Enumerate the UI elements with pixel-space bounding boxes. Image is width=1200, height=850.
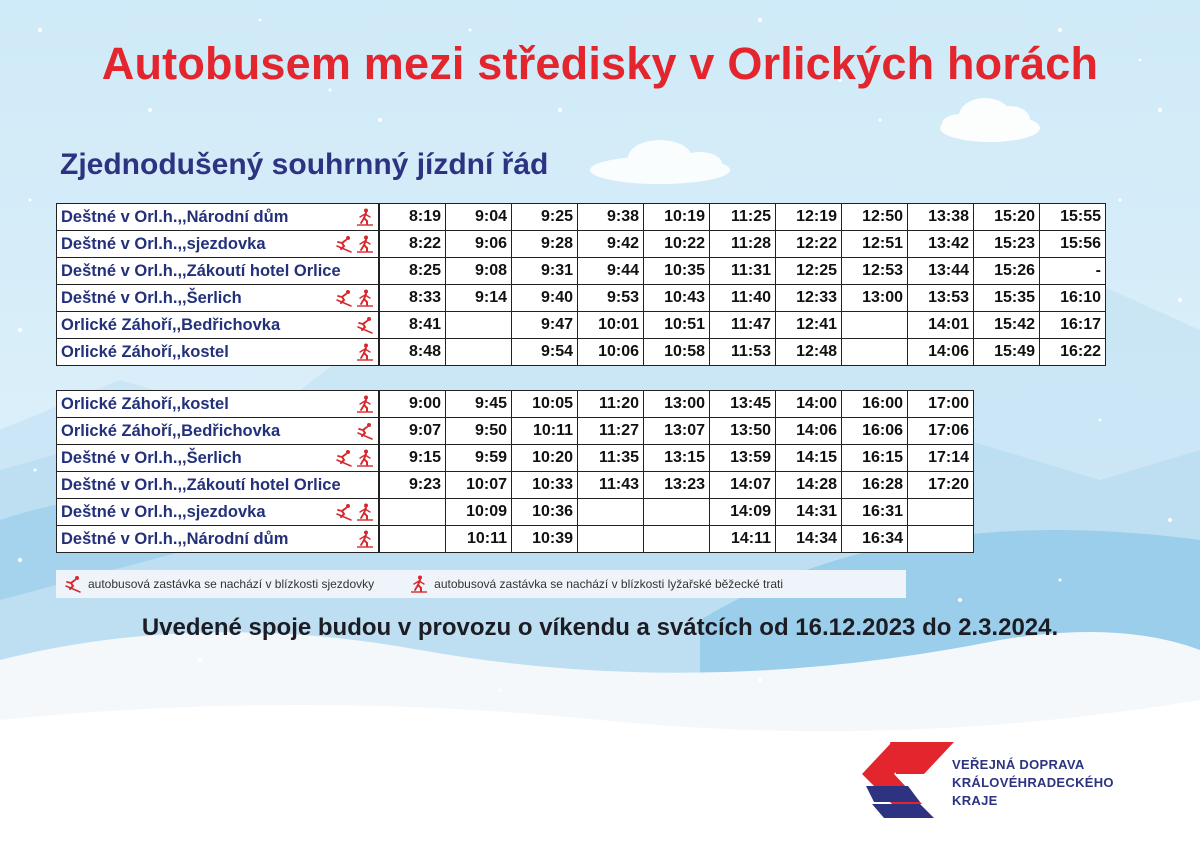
downhill-ski-icon [356,422,374,440]
cross-country-icon [356,503,374,521]
departure-time-cell: 11:35 [578,445,644,472]
departure-time-cell: 9:44 [578,258,644,285]
departure-time-cell: 14:31 [776,499,842,526]
stop-name-cell [57,445,380,472]
departure-time-cell [644,499,710,526]
departure-time-cell: 12:51 [842,231,908,258]
table-row [57,312,1106,339]
departure-time-cell: 13:15 [644,445,710,472]
departure-time-cell: 13:44 [908,258,974,285]
departure-time-cell: 13:42 [908,231,974,258]
departure-time-cell: 9:31 [512,258,578,285]
departure-time-cell: 8:33 [379,285,446,312]
table-row [57,204,1106,231]
stop-icons [356,422,374,440]
departure-time-cell: 11:27 [578,418,644,445]
legend-crosscountry-text: autobusová zastávka se nachází v blízkosti lyžařské běžecké trati [434,577,783,591]
departure-time-cell: 8:22 [379,231,446,258]
table-row [57,231,1106,258]
departure-time-cell: 10:05 [512,391,578,418]
departure-time-cell: 10:06 [578,339,644,366]
departure-time-cell: 9:08 [446,258,512,285]
stop-name-cell [57,285,380,312]
legend [56,570,906,598]
departure-time-cell: 12:19 [776,204,842,231]
stop-icons [335,289,374,307]
departure-time-cell: 15:23 [974,231,1040,258]
stop-name: Deštné v Orl.h.,,sjezdovka [61,502,266,521]
departure-time-cell: 11:40 [710,285,776,312]
departure-time-cell: 13:45 [710,391,776,418]
stop-name: Orlické Záhoří,,kostel [61,394,229,413]
departure-time-cell: 9:47 [512,312,578,339]
departure-time-cell: 9:59 [446,445,512,472]
page-title: Autobusem mezi středisky v Orlických horách [101,38,1099,89]
departure-time-cell [842,339,908,366]
stop-name-cell [57,312,380,339]
departure-time-cell: 9:54 [512,339,578,366]
cross-country-icon [356,343,374,361]
brand-line-3: KRAJE [952,793,998,808]
departure-time-cell: 11:53 [710,339,776,366]
stop-name-cell [57,258,380,285]
downhill-ski-icon [335,449,353,467]
departure-time-cell: 11:20 [578,391,644,418]
departure-time-cell: 8:19 [379,204,446,231]
departure-time-cell: 15:56 [1040,231,1106,258]
departure-time-cell: 15:26 [974,258,1040,285]
departure-time-cell: 10:36 [512,499,578,526]
brand-line-1: VEŘEJNÁ DOPRAVA [952,757,1085,772]
stop-name: Orlické Záhoří,,Bedřichovka [61,315,281,334]
stop-name: Orlické Záhoří,,Bedřichovka [61,421,281,440]
stop-icons [356,316,374,334]
departure-time-cell: 17:06 [908,418,974,445]
departure-time-cell: 9:06 [446,231,512,258]
stop-name-cell [57,499,380,526]
departure-time-cell [446,312,512,339]
departure-time-cell: 14:09 [710,499,776,526]
stop-name: Deštné v Orl.h.,,sjezdovka [61,234,266,253]
departure-time-cell: 8:25 [379,258,446,285]
departure-time-cell: 13:53 [908,285,974,312]
departure-time-cell: 10:11 [512,418,578,445]
stop-name-cell [57,472,380,499]
departure-time-cell: 16:06 [842,418,908,445]
departure-time-cell: 13:00 [842,285,908,312]
stop-name-cell [57,204,380,231]
departure-time-cell: 10:09 [446,499,512,526]
downhill-ski-icon [335,235,353,253]
stop-icons [356,343,374,361]
departure-time-cell: 12:33 [776,285,842,312]
cross-country-icon [356,395,374,413]
stop-name-cell [57,231,380,258]
departure-time-cell: 16:28 [842,472,908,499]
departure-time-cell: 14:15 [776,445,842,472]
departure-time-cell: 9:42 [578,231,644,258]
departure-time-cell: 11:43 [578,472,644,499]
departure-time-cell: 9:38 [578,204,644,231]
departure-time-cell: 16:31 [842,499,908,526]
departure-time-cell: 9:50 [446,418,512,445]
departure-time-cell: 10:43 [644,285,710,312]
table-row [57,391,974,418]
stop-name: Deštné v Orl.h.,,Národní dům [61,529,289,548]
departure-time-cell: 16:00 [842,391,908,418]
stop-name: Deštné v Orl.h.,,Šerlich [61,448,242,467]
departure-time-cell: 9:45 [446,391,512,418]
departure-time-cell: 14:06 [908,339,974,366]
table-row [57,258,1106,285]
timetable-return [56,390,974,553]
departure-time-cell: 14:11 [710,526,776,553]
cross-country-icon [410,575,428,593]
departure-time-cell: 15:49 [974,339,1040,366]
cross-country-icon [356,208,374,226]
stop-icons [356,395,374,413]
departure-time-cell [842,312,908,339]
downhill-ski-icon [64,575,82,593]
departure-time-cell: 10:33 [512,472,578,499]
departure-time-cell: 9:25 [512,204,578,231]
departure-time-cell: 14:06 [776,418,842,445]
cross-country-icon [356,235,374,253]
stop-icons [356,530,374,548]
departure-time-cell: 12:53 [842,258,908,285]
departure-time-cell: 10:07 [446,472,512,499]
stop-icons [335,235,374,253]
departure-time-cell: 12:41 [776,312,842,339]
validity-note: Uvedené spoje budou v provozu o víkendu a svátcích od 16.12.2023 do 2.3.2024. [141,614,1059,641]
departure-time-cell: 17:14 [908,445,974,472]
departure-time-cell [908,526,974,553]
stop-name: Orlické Záhoří,,kostel [61,342,229,361]
departure-time-cell: 10:39 [512,526,578,553]
departure-time-cell: 13:59 [710,445,776,472]
table-row [57,526,974,553]
cross-country-icon [356,289,374,307]
stop-name: Deštné v Orl.h.,,Zákoutí hotel Orlice [61,475,341,494]
departure-time-cell: 16:34 [842,526,908,553]
stop-name: Deštné v Orl.h.,,Zákoutí hotel Orlice [61,261,341,280]
departure-time-cell [446,339,512,366]
departure-time-cell: 12:22 [776,231,842,258]
departure-time-cell [644,526,710,553]
table-row [57,445,974,472]
table-row [57,339,1106,366]
departure-time-cell [379,499,446,526]
departure-time-cell: 13:23 [644,472,710,499]
table-row [57,285,1106,312]
departure-time-cell: 9:00 [379,391,446,418]
legend-item-crosscountry [402,575,783,593]
stop-name-cell [57,339,380,366]
cross-country-icon [356,530,374,548]
departure-time-cell: 8:48 [379,339,446,366]
departure-time-cell: 10:51 [644,312,710,339]
departure-time-cell: 9:53 [578,285,644,312]
stop-name-cell [57,418,380,445]
brand-line-2: KRÁLOVÉHRADECKÉHO [952,775,1114,790]
departure-time-cell: 12:50 [842,204,908,231]
departure-time-cell: 14:34 [776,526,842,553]
departure-time-cell: 12:25 [776,258,842,285]
departure-time-cell: 9:28 [512,231,578,258]
departure-time-cell: 15:55 [1040,204,1106,231]
departure-time-cell: 16:15 [842,445,908,472]
table-row [57,472,974,499]
stop-name: Deštné v Orl.h.,,Národní dům [61,207,289,226]
departure-time-cell: 8:41 [379,312,446,339]
timetable-subtitle: Zjednodušený souhrnný jízdní řád [60,148,549,181]
departure-time-cell: 10:22 [644,231,710,258]
departure-time-cell: 13:50 [710,418,776,445]
departure-time-cell: 10:11 [446,526,512,553]
departure-time-cell [908,499,974,526]
stop-icons [335,503,374,521]
stop-name-cell [57,526,380,553]
departure-time-cell [578,526,644,553]
departure-time-cell: 16:17 [1040,312,1106,339]
timetable-outbound [56,203,1106,366]
departure-time-cell: 17:20 [908,472,974,499]
table-row [57,499,974,526]
departure-time-cell: 9:15 [379,445,446,472]
stop-name-cell [57,391,380,418]
departure-time-cell: 13:38 [908,204,974,231]
departure-time-cell: 16:22 [1040,339,1106,366]
stop-icons [356,208,374,226]
departure-time-cell: 10:58 [644,339,710,366]
departure-time-cell: 17:00 [908,391,974,418]
departure-time-cell [578,499,644,526]
table-row [57,418,974,445]
brand-logo-icon [862,742,954,818]
departure-time-cell: 9:14 [446,285,512,312]
departure-time-cell: 13:07 [644,418,710,445]
departure-time-cell: 10:35 [644,258,710,285]
brand-text [952,756,1114,810]
legend-downhill-text: autobusová zastávka se nachází v blízkosti sjezdovky [88,577,375,591]
departure-time-cell: 14:07 [710,472,776,499]
departure-time-cell: 14:00 [776,391,842,418]
departure-time-cell: 11:25 [710,204,776,231]
departure-time-cell: 9:04 [446,204,512,231]
stop-icons [335,449,374,467]
legend-item-downhill [56,575,374,593]
departure-time-cell: 15:20 [974,204,1040,231]
departure-time-cell: 11:31 [710,258,776,285]
downhill-ski-icon [335,503,353,521]
departure-time-cell: 15:35 [974,285,1040,312]
departure-time-cell: 15:42 [974,312,1040,339]
departure-time-cell: 14:28 [776,472,842,499]
departure-time-cell: 16:10 [1040,285,1106,312]
departure-time-cell: 10:19 [644,204,710,231]
departure-time-cell: 11:47 [710,312,776,339]
downhill-ski-icon [335,289,353,307]
departure-time-cell: 10:01 [578,312,644,339]
departure-time-cell: 12:48 [776,339,842,366]
departure-time-cell: 9:23 [379,472,446,499]
departure-time-cell: - [1040,258,1106,285]
departure-time-cell: 14:01 [908,312,974,339]
departure-time-cell: 10:20 [512,445,578,472]
departure-time-cell: 13:00 [644,391,710,418]
cross-country-icon [356,449,374,467]
stop-name: Deštné v Orl.h.,,Šerlich [61,288,242,307]
departure-time-cell: 11:28 [710,231,776,258]
downhill-ski-icon [356,316,374,334]
departure-time-cell: 9:07 [379,418,446,445]
departure-time-cell: 9:40 [512,285,578,312]
departure-time-cell [379,526,446,553]
